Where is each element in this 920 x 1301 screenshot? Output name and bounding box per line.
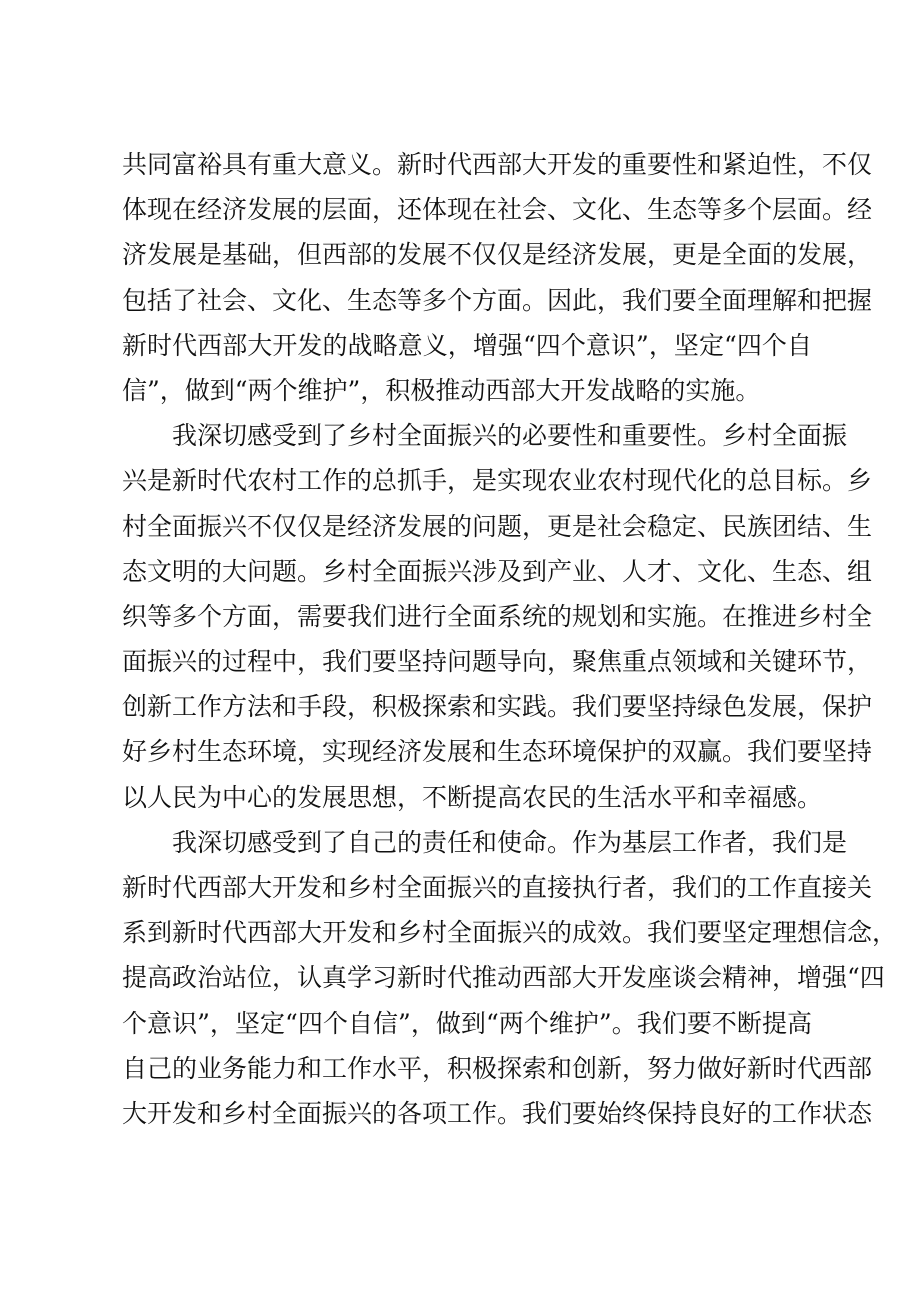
text-line: 村全面振兴不仅仅是经济发展的问题，更是社会稳定、民族团结、生 — [122, 511, 873, 541]
text-line: 包括了社会、文化、生态等多个方面。因此，我们要全面理解和把握 — [122, 285, 873, 315]
text-line: 新时代西部大开发和乡村全面振兴的直接执行者，我们的工作直接关 — [122, 873, 873, 902]
text-line: 自己的业务能力和工作水平，积极探索和创新，努力做好新时代西部 — [122, 1053, 873, 1083]
text-line: 体现在经济发展的层面，还体现在社会、文化、生态等多个层面。经 — [122, 195, 873, 225]
text-line: 济发展是基础，但西部的发展不仅仅是经济发展，更是全面的发展， — [122, 240, 873, 270]
paragraph-2 — [122, 413, 873, 820]
text-line: 态文明的大问题。乡村全面振兴涉及到产业、人才、文化、生态、组 — [122, 556, 873, 586]
text-line: 新时代西部大开发的战略意义，增强“四个意识”，坚定“四个自 — [122, 330, 812, 360]
text-line: 以人民为中心的发展思想，不断提高农民的生活水平和幸福感。 — [122, 782, 823, 812]
text-line: 提高政治站位，认真学习新时代推动西部大开发座谈会精神，增强“四 — [122, 963, 885, 993]
text-line: 兴是新时代农村工作的总抓手，是实现农业农村现代化的总目标。乡 — [122, 466, 873, 496]
paragraph-1 — [122, 142, 873, 413]
text-line: 好乡村生态环境，实现经济发展和生态环境保护的双赢。我们要坚持 — [122, 737, 873, 767]
text-line: 我深切感受到了自己的责任和使命。作为基层工作者，我们是 — [122, 827, 848, 857]
document-body — [122, 142, 898, 1136]
text-line: 共同富裕具有重大意义。新时代西部大开发的重要性和紧迫性，不仅 — [122, 150, 873, 179]
text-line: 织等多个方面，需要我们进行全面系统的规划和实施。在推进乡村全 — [122, 601, 873, 631]
paragraph-3 — [122, 820, 898, 1136]
text-line: 信”，做到“两个维护”，积极推动西部大开发战略的实施。 — [122, 375, 761, 405]
text-line: 个意识”，坚定“四个自信”，做到“两个维护”。我们要不断提高 — [122, 1008, 812, 1038]
text-line: 大开发和乡村全面振兴的各项工作。我们要始终保持良好的工作状态 — [122, 1098, 873, 1128]
text-line: 系到新时代西部大开发和乡村全面振兴的成效。我们要坚定理想信念， — [122, 918, 898, 948]
text-line: 创新工作方法和手段，积极探索和实践。我们要坚持绿色发展，保护 — [122, 692, 873, 722]
text-line: 面振兴的过程中，我们要坚持问题导向，聚焦重点领域和关键环节， — [122, 647, 873, 677]
text-line: 我深切感受到了乡村全面振兴的必要性和重要性。乡村全面振 — [122, 421, 848, 451]
